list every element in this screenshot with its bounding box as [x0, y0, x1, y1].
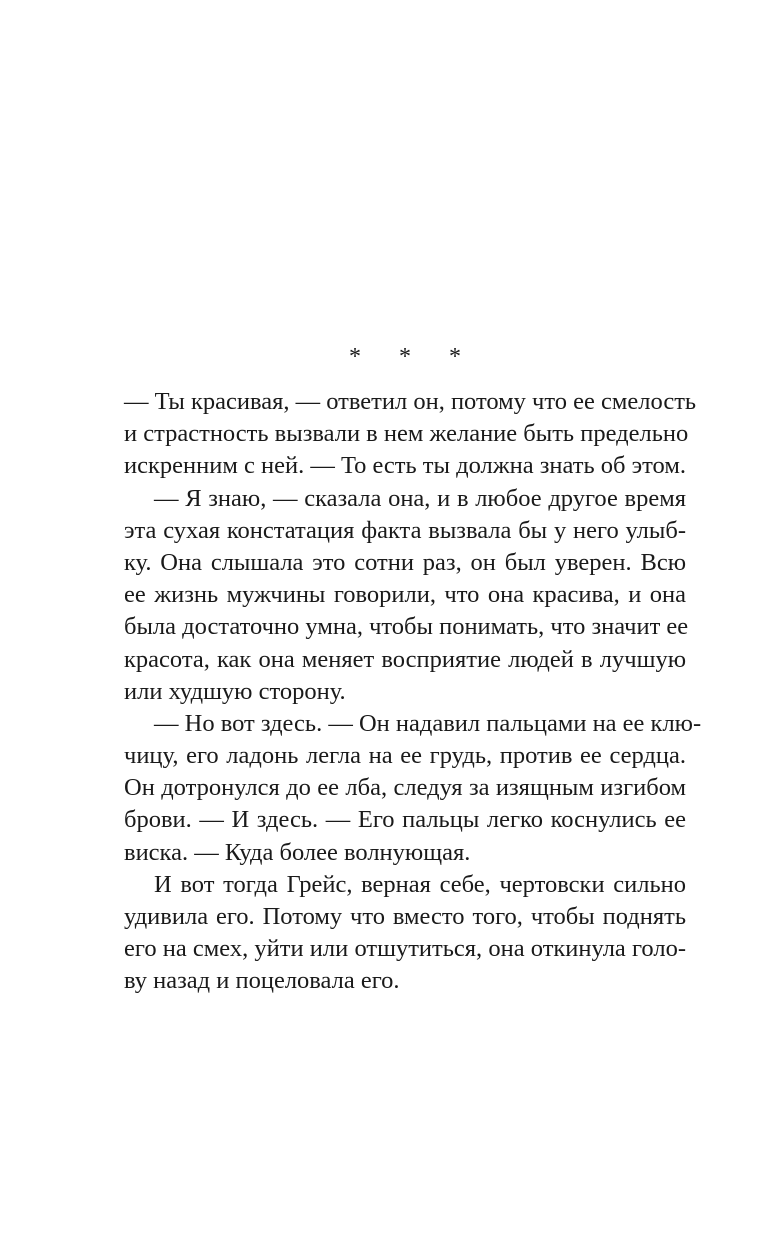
section-separator: * * * — [349, 344, 477, 370]
text-line: была достаточно умна, чтобы понимать, что значит ее — [124, 613, 689, 641]
text-line: Он дотронулся до ее лба, следуя за изящным изгибом — [124, 774, 686, 802]
text-block — [124, 342, 702, 998]
text-line: ву назад и поцеловала его. — [124, 967, 400, 995]
text-line: брови. — И здесь. — Его пальцы легко коснулись ее — [124, 806, 686, 834]
text-line: чицу, его ладонь легла на ее грудь, против ее сердца. — [124, 742, 686, 770]
text-line: И вот тогда Грейс, верная себе, чертовски сильно — [154, 870, 686, 898]
text-line: ее жизнь мужчины говорили, что она красива, и она — [124, 581, 686, 609]
text-line: его на смех, уйти или отшутиться, она откинула голо- — [124, 935, 686, 963]
text-line: ку. Она слышала это сотни раз, он был уверен. Всю — [124, 548, 686, 576]
text-line: удивила его. Потому что вместо того, чтобы поднять — [124, 903, 686, 930]
text-line: — Я знаю, — сказала она, и в любое другое время — [154, 484, 686, 512]
text-line: — Ты красивая, — ответил он, потому что ее смелость — [124, 388, 697, 415]
text-line: или худшую сторону. — [124, 677, 346, 705]
text-line: и страстность вызвали в нем желание быть предельно — [124, 420, 689, 448]
text-line: — Но вот здесь. — Он надавил пальцами на ее клю- — [154, 709, 702, 737]
text-line: искренним с ней. — То есть ты должна знать об этом. — [124, 452, 686, 480]
text-line: виска. — Куда более волнующая. — [124, 838, 471, 866]
body-text — [124, 386, 702, 998]
text-line: красота, как она меняет восприятие людей в лучшую — [124, 645, 686, 673]
text-line: эта сухая констатация факта вызвала бы у него улыб- — [124, 516, 686, 544]
